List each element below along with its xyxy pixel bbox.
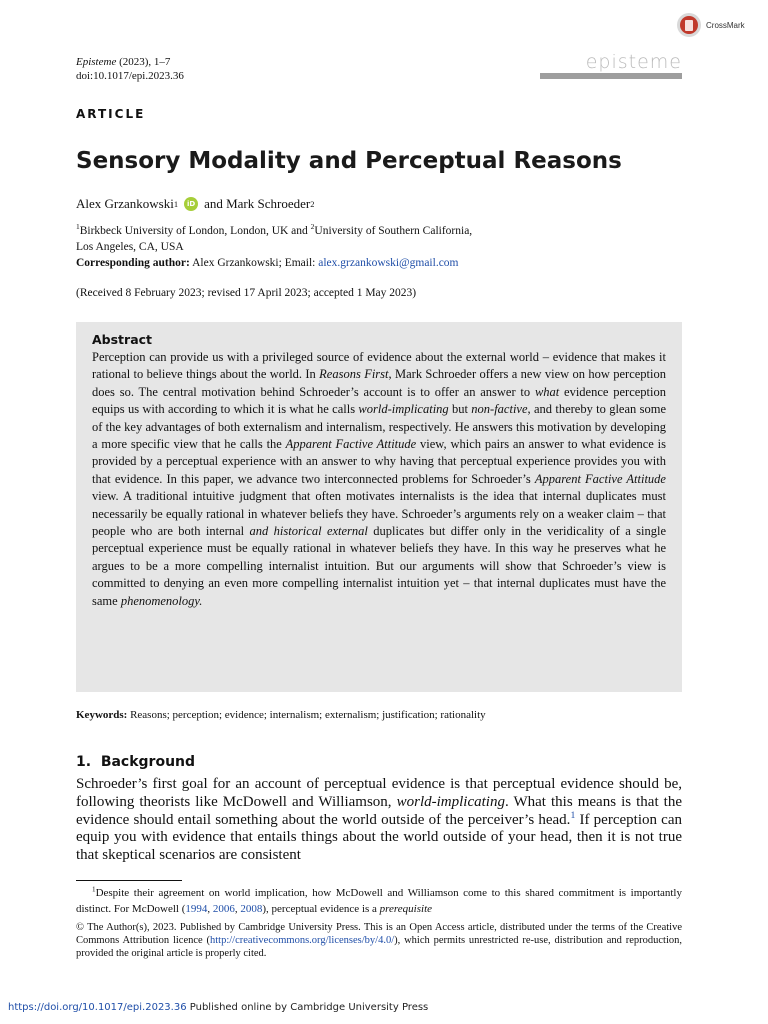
license-link[interactable]: http://creativecommons.org/licenses/by/4.0/ xyxy=(210,935,395,946)
author-line: Alex Grzankowski 1 iD and Mark Schroeder 2 xyxy=(76,196,315,211)
footnote-1: $^1$Despite their agreement on world implication, how McDowell and Williamson come to this shared commitment is importantly distinct. For McDowell (1994, 2006, 2008), perceptual evidence is a prerequisite xyxy=(76,885,682,915)
page-footer xyxy=(8,1002,428,1013)
article-type-label: ARTICLE xyxy=(76,107,146,121)
section-number: 1. xyxy=(76,754,92,770)
copyright-notice: © The Author(s), 2023. Published by Cambridge University Press. This is an Open Access article, distributed under the terms of the Creative Commons Attribution licence (http://creativecommons.org/licenses/by/4.0/), which permits unrestricted re-use, distribution and reproduction, provided the original article is properly cited. xyxy=(76,922,682,959)
citation-link[interactable]: 2006 xyxy=(212,903,235,915)
page-title: Sensory Modality and Perceptual Reasons xyxy=(76,148,622,174)
abstract-text: Perception can provide us with a privileged source of evidence about the external world – evidence that makes it rational to believe things about the world. In Reasons First, Mark Schroeder offers a new view on how perception does so. The central motivation behind Schroeder’s account is to offer an answer to what evidence perception equips us with according to which it is what he calls world-implicating but non-factive, and thereby to glean some of the key advantages of both externalism and internalism, respectively. He answers this motivation by developing a more specific view that he calls the Apparent Factive Attitude view, which pairs an answer to what evidence is provided by a perceptual experience with an answer to why having that perceptual experience provides you with that evidence. In this paper, we advance two interconnected problems for Schroeder’s Apparent Factive Attitude view. A traditional intuitive judgment that often motivates internalists is the idea that internal duplicates must necessarily be equally rational in whatever beliefs they have. Schroeder’s arguments rely on a weaker claim – that people who are both internal and historical external duplicates but differ only in the veridicality of a single perceptual experience must be equally rational in whatever beliefs they have. In this way he preserves what he argues to be a more compelling internalist intuition. But our arguments will show that Schroeder’s view is committed to denying an even more compelling internalist intuition yet – that internal duplicates must have the same phenomenology. xyxy=(92,350,666,608)
section-heading xyxy=(76,754,195,770)
affil-mark-2: 2 xyxy=(310,222,315,232)
journal-logo xyxy=(540,52,682,79)
crossmark-icon xyxy=(676,12,702,38)
body-paragraph: Schroeder’s first goal for an account of perceptual evidence is that perceptual evidence should be, following theorists like McDowell and Williamson, world-implicating. What this means is that the evidence should entail something about the world outside of the perceiver’s head.$^1$ If perception can equip you with evidence that entails things about the world outside of your head, then it is not true that skeptical scenarios are consistent xyxy=(76,776,682,864)
footnote-divider xyxy=(76,880,182,881)
author-connector: and xyxy=(204,196,223,211)
publisher-note: Published online by Cambridge University Press xyxy=(186,1002,429,1013)
abstract-heading: Abstract xyxy=(92,332,153,347)
affiliation-location: Los Angeles, CA, USA xyxy=(76,241,184,253)
footnote-ref-1[interactable]: 1 xyxy=(570,809,576,821)
affiliations xyxy=(76,223,696,271)
journal-logo-text: episteme xyxy=(585,51,682,73)
orcid-icon[interactable]: iD xyxy=(184,197,198,211)
author-name-2[interactable]: Mark Schroeder xyxy=(226,196,311,211)
crossmark-label: CrossMark xyxy=(706,20,745,30)
author-name-1[interactable]: Alex Grzankowski xyxy=(76,196,174,211)
journal-citation xyxy=(76,55,184,83)
citation-link[interactable]: 1994 xyxy=(185,903,208,915)
citation-link[interactable]: 2008 xyxy=(240,903,263,915)
journal-doi: doi:10.1017/epi.2023.36 xyxy=(76,70,184,82)
corresponding-text: Alex Grzankowski; Email: xyxy=(189,257,319,269)
received-dates: (Received 8 February 2023; revised 17 April 2023; accepted 1 May 2023) xyxy=(76,287,417,299)
affiliation-1: Birkbeck University of London, London, UK and xyxy=(79,225,311,237)
author-email-link[interactable]: alex.grzankowski@gmail.com xyxy=(318,257,459,269)
keywords xyxy=(76,709,486,721)
keywords-label: Keywords: xyxy=(76,709,128,721)
abstract-box xyxy=(76,322,682,692)
crossmark-badge[interactable] xyxy=(676,12,745,38)
corresponding-label: Corresponding author: xyxy=(76,257,190,269)
section-title: Background xyxy=(100,754,196,770)
affil-mark-1: 1 xyxy=(76,222,80,232)
keywords-list: Reasons; perception; evidence; internalism; externalism; justification; rationality xyxy=(127,709,486,721)
affiliation-2: University of Southern California, xyxy=(314,225,473,237)
journal-name: Episteme xyxy=(76,56,117,68)
doi-link[interactable]: https://doi.org/10.1017/epi.2023.36 xyxy=(8,1002,187,1013)
journal-citation-rest: (2023), 1–7 xyxy=(116,56,171,68)
journal-logo-bar xyxy=(540,73,682,79)
